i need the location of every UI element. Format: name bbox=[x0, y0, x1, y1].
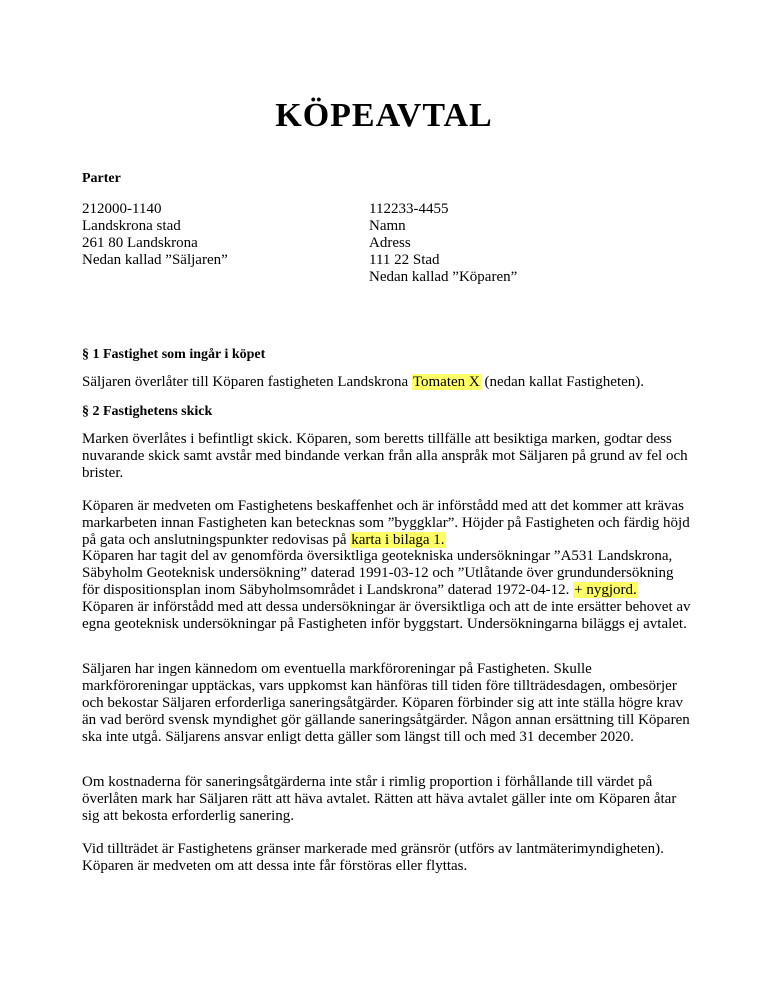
parter-heading: Parter bbox=[82, 171, 121, 186]
section-2-paragraph-5: Om kostnaderna för saneringsåtgärderna inte står i rimlig proportion i förhållande till värdet på överlåten mark har Säljaren rätt att häva avtalet. Rätten att häva avtalet gäller inte om Köparen åtar sig att bekosta erforderlig sanering. bbox=[82, 774, 677, 824]
seller-line: Nedan kallad ”Säljaren” bbox=[82, 252, 228, 268]
section-1-paragraph bbox=[82, 374, 722, 391]
seller-line: Landskrona stad bbox=[82, 218, 181, 234]
highlighted-text: + nygjord. bbox=[574, 582, 637, 598]
seller-block bbox=[82, 201, 228, 269]
text-span: Säljaren överlåter till Köparen fastigheten Landskrona bbox=[82, 374, 412, 390]
buyer-block bbox=[369, 201, 517, 286]
highlighted-text: karta i bilaga 1. bbox=[351, 532, 445, 548]
section-2-paragraph-6: Vid tillträdet är Fastighetens gränser markerade med gränsrör (utförs av lantmäterimyndigheten). Köparen är medveten om att dessa inte får förstöras eller flyttas. bbox=[82, 841, 664, 874]
buyer-line: Nedan kallad ”Köparen” bbox=[369, 269, 518, 285]
seller-line: 212000-1140 bbox=[82, 201, 162, 217]
text-span: Köparen är medveten om Fastighetens beskaffenhet och är införstådd med att det kommer att krävas markarbeten innan Fastigheten kan betecknas som ”byggklar”. Höjder på Fastigheten och färdig höjd på gata och anslutningspunkter redovisas på bbox=[82, 498, 690, 548]
section-2-paragraph-1: Marken överlåtes i befintligt skick. Köparen, som beretts tillfälle att besiktiga marken, godtar dess nuvarande skick samt avstår med bindande verkan från alla anspråk mot Säljaren på grund av fel och brister. bbox=[82, 431, 688, 481]
seller-line: 261 80 Landskrona bbox=[82, 235, 198, 251]
highlighted-text: Tomaten X bbox=[412, 374, 480, 390]
text-span: (nedan kallat Fastigheten). bbox=[480, 374, 645, 390]
section-2-paragraph-4: Säljaren har ingen kännedom om eventuella markföroreningar på Fastigheten. Skulle markföroreningar upptäckas, vars uppkomst kan hänföras till tiden före tillträdesdagen, ombesörjer och bekostar Säljaren erforderliga saneringsåtgärder. Köparen förbinder sig att inte ställa högre krav än vad berörd svensk myndighet gör gällande saneringsåtgärder. Någon annan ersättning till Köparen ska inte utgå. Säljarens ansvar enligt detta gäller som längst till och med 31 december 2020. bbox=[82, 661, 690, 745]
section-2-paragraph-3 bbox=[82, 548, 692, 633]
section-2-heading: § 2 Fastighetens skick bbox=[82, 404, 213, 419]
buyer-line: Adress bbox=[369, 235, 411, 251]
document-title: KÖPEAVTAL bbox=[275, 97, 493, 134]
text-span: Köparen har tagit del av genomförda översiktliga geotekniska undersökningar ”A531 Landskrona, Säbyholm Geoteknisk undersökning” daterad 1991-03-12 och ”Utlåtande över grundundersökning för dispositionsplan inom Säbyholmsområdet i Landskrona” daterad 1972-04-12. bbox=[82, 548, 674, 598]
text-span: Köparen är införstådd med att dessa undersökningar är översiktliga och att de inte ersätter behovet av egna geoteknisk undersökningar på Fastigheten inför byggstart. Undersökningarna biläggs ej avtalet. bbox=[82, 599, 691, 632]
section-2-paragraph-2 bbox=[82, 498, 692, 549]
buyer-line: 112233-4455 bbox=[369, 201, 449, 217]
buyer-line: Namn bbox=[369, 218, 406, 234]
buyer-line: 111 22 Stad bbox=[369, 252, 440, 268]
section-1-heading: § 1 Fastighet som ingår i köpet bbox=[82, 347, 266, 362]
